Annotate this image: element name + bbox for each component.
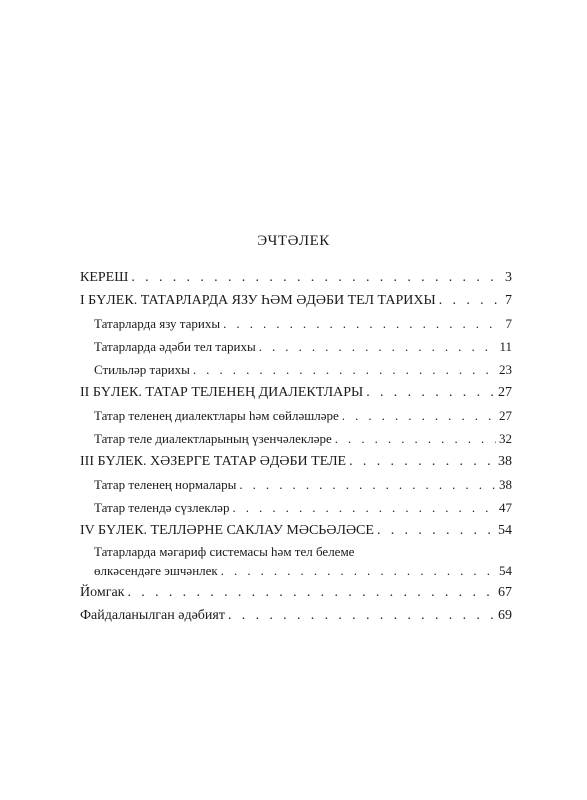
toc-entry-label: Татар теленең диалектлары һәм сөйләшләре [94, 408, 339, 423]
toc-page-number: 47 [499, 500, 512, 515]
toc-dot-leader [232, 496, 496, 519]
toc-dot-leader [377, 519, 495, 542]
toc-entry-label: II БҮЛЕК. ТАТАР ТЕЛЕНЕҢ ДИАЛЕКТЛАРЫ [80, 385, 364, 400]
toc-entry-label: Файдаланылган әдәбият [80, 608, 225, 623]
toc-dot-leader [259, 335, 497, 358]
toc-dot-leader [239, 473, 496, 496]
toc-entry-label-line1: Татарларда мәгариф системасы һәм тел белеме [94, 544, 355, 559]
toc-entry-chapter-4[interactable] [80, 519, 512, 542]
toc-entry-section[interactable] [80, 427, 512, 450]
toc-entry-section[interactable] [80, 335, 512, 358]
toc-dot-leader [131, 266, 502, 289]
toc-page-number: 7 [505, 293, 512, 308]
toc-entry-intro[interactable] [80, 266, 512, 289]
toc-entry-section[interactable] [80, 496, 512, 519]
toc-entry-label: Татарларда әдәби тел тарихы [94, 339, 256, 354]
toc-dot-leader [228, 604, 495, 627]
table-of-contents [80, 266, 512, 627]
toc-page-number: 32 [499, 431, 512, 446]
toc-entry-label: I БҮЛЕК. ТАТАРЛАРДА ЯЗУ ҺӘМ ӘДӘБИ ТЕЛ ТАРИХЫ [80, 293, 436, 308]
toc-entry-label: Йомгак [80, 585, 125, 600]
toc-page-number: 7 [505, 316, 512, 331]
toc-entry-label: Татар теле диалектларының үзенчәлекләре [94, 431, 332, 446]
toc-entry-label: Стильләр тарихы [94, 362, 190, 377]
toc-entry-chapter-3[interactable] [80, 450, 512, 473]
toc-entry-label: Татар телендә сүзлекләр [94, 500, 230, 515]
toc-page-number: 38 [498, 454, 512, 469]
toc-page-number: 54 [499, 563, 512, 578]
toc-page-number: 54 [498, 523, 512, 538]
toc-page-number: 27 [499, 408, 512, 423]
toc-dot-leader [366, 381, 495, 404]
toc-entry-chapter-1[interactable] [80, 289, 512, 312]
toc-entry-section[interactable] [80, 473, 512, 496]
toc-page-number: 11 [499, 339, 512, 354]
toc-dot-leader [223, 312, 502, 335]
page-title: ЭЧТӘЛЕК [257, 233, 330, 249]
toc-entry-label: IV БҮЛЕК. ТЕЛЛӘРНЕ САКЛАУ МӘСЬӘЛӘСЕ [80, 523, 374, 538]
toc-page-number: 23 [499, 362, 512, 377]
toc-entry-label-line2: өлкәсендәге эшчәнлек [94, 563, 218, 578]
toc-entry-chapter-2[interactable] [80, 381, 512, 404]
toc-entry-label: III БҮЛЕК. ХӘЗЕРГЕ ТАТАР ӘДӘБИ ТЕЛЕ [80, 454, 347, 469]
toc-dot-leader [221, 561, 496, 581]
toc-page-number: 69 [498, 608, 512, 623]
toc-dot-leader [349, 450, 495, 473]
toc-dot-leader [193, 358, 496, 381]
toc-entry-section[interactable] [80, 542, 512, 581]
toc-entry-label: КЕРЕШ [80, 270, 129, 285]
toc-entry-section[interactable] [80, 312, 512, 335]
toc-page-number: 67 [498, 585, 512, 600]
toc-dot-leader [127, 581, 495, 604]
toc-entry-label: Татарларда язу тарихы [94, 316, 221, 331]
toc-entry-section[interactable] [80, 404, 512, 427]
toc-entry-section[interactable] [80, 358, 512, 381]
toc-entry-bibliography[interactable] [80, 604, 512, 627]
toc-dot-leader [342, 404, 496, 427]
toc-page-number: 38 [499, 477, 512, 492]
toc-page-number: 3 [505, 270, 512, 285]
toc-dot-leader [439, 289, 502, 312]
toc-page-number: 27 [498, 385, 512, 400]
toc-dot-leader [335, 427, 496, 450]
toc-entry-label: Татар теленең нормалары [94, 477, 237, 492]
toc-entry-conclusion[interactable] [80, 581, 512, 604]
